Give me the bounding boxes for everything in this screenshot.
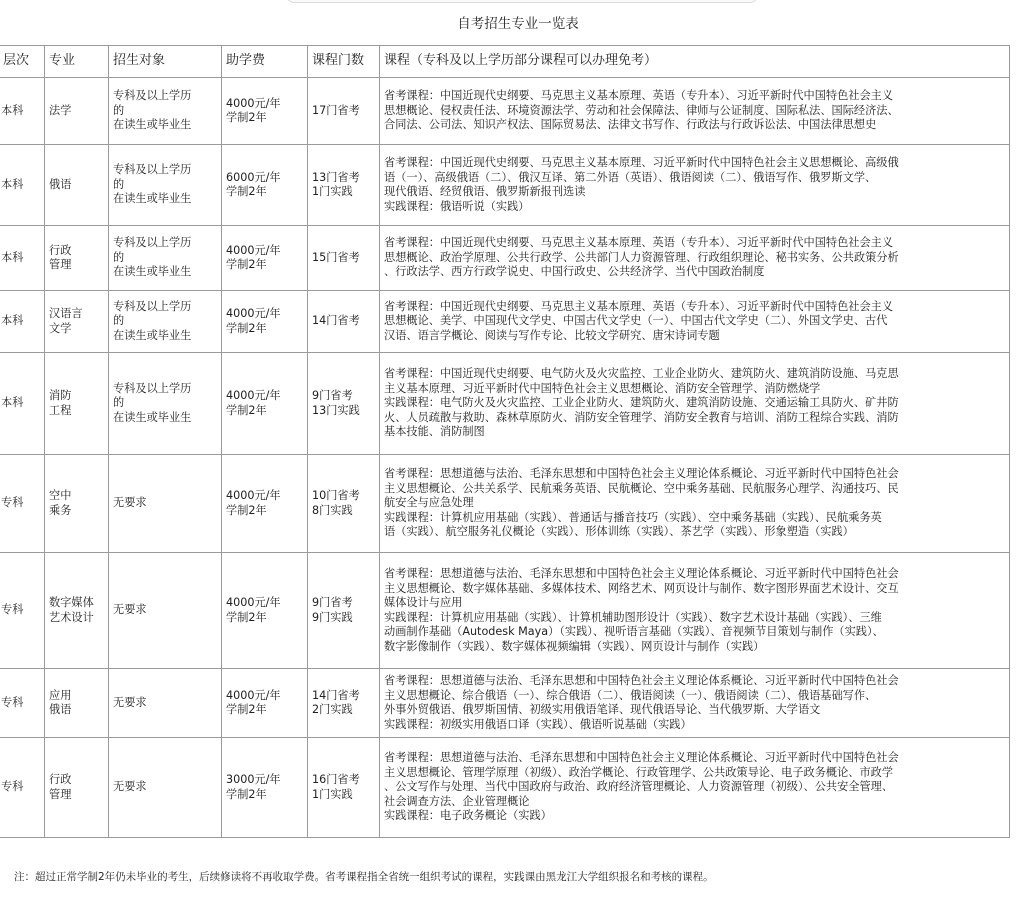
cell-major: [45, 738, 109, 838]
cell-major-line: 行政: [49, 243, 72, 257]
cell-course-count: [308, 455, 380, 553]
cell-courses: [380, 353, 1010, 455]
cell-major: [45, 291, 109, 353]
cell-courses-line: 媒体设计与应用: [384, 596, 463, 609]
table-row: [0, 553, 1010, 669]
cell-course-count-line: 13门省考: [312, 170, 360, 184]
header-fee: 助学费: [222, 46, 308, 78]
cell-fee-line: 学制2年: [226, 703, 267, 716]
cell-courses-line: 社会调查方法、企业管理概论: [384, 794, 530, 808]
cell-major-line: 数字媒体: [49, 596, 94, 609]
cell-course-count-line: 17门省考: [312, 103, 360, 117]
cell-fee-line: 4000元/年: [226, 96, 281, 110]
cell-fee-line: 4000元/年: [226, 389, 281, 402]
cell-courses-line: 省考课程：中国近现代史纲要、电气防火及火灾监控、工业企业防火、建筑防火、建筑消防设施、马克思: [384, 367, 899, 381]
cell-courses-line: 省考课程：思想道德与法治、毛泽东思想和中国特色社会主义理论体系概论、习近平新时代中国特色社会: [384, 567, 899, 580]
cell-courses-line: 省考课程：中国近现代史纲要、马克思主义基本原理、习近平新时代中国特色社会主义思想概论、高级俄: [384, 156, 899, 169]
cell-courses-line: 省考课程：思想道德与法治、毛泽东思想和中国特色社会主义理论体系概论、习近平新时代中国特色社会: [384, 674, 899, 687]
cell-courses-line: 实践课程：初级实用俄语口译（实践）、俄语听说基础（实践）: [384, 717, 692, 731]
cell-courses-line: 省考课程：中国近现代史纲要、马克思主义基本原理、英语（专升本）、习近平新时代中国特色社会主义: [384, 89, 894, 103]
cell-major: [45, 78, 109, 145]
cell-course-count-line: 15门省考: [312, 250, 360, 264]
cell-fee: [222, 738, 308, 838]
cell-target-line: 在读生或毕业生: [113, 118, 192, 132]
cell-major-line: 行政: [49, 773, 72, 786]
cell-courses: [380, 669, 1010, 738]
table-row: [0, 738, 1010, 838]
table-row: [0, 226, 1010, 291]
table-row: [0, 145, 1010, 226]
cell-fee: [222, 78, 308, 145]
cell-target: [109, 669, 222, 738]
cell-fee-line: 学制2年: [226, 258, 267, 271]
cell-courses-line: 动画制作基础（Autodesk Maya）（实践）、视听语言基础（实践）、音视频节目策划与制作（实践）、: [384, 625, 884, 638]
majors-table: [0, 45, 1010, 838]
cell-major-line: 工程: [49, 403, 72, 417]
footnote: 注：超过正常学制2年仍未毕业的考生，后续修读将不再收取学费。省考课程指全省统一组织考试的课程，实践课由黑龙江大学组织报名和考核的课程。: [14, 871, 714, 883]
cell-course-count-line: 9门省考: [312, 596, 353, 609]
cell-courses-line: 航安全与应急处理: [384, 496, 474, 510]
cell-courses-line: 汉语、语言学概论、阅读与写作专论、比较文学研究、唐宋诗词专题: [384, 328, 720, 342]
cell-major-line: 空中: [49, 489, 72, 502]
cell-course-count-line: 9门实践: [312, 610, 353, 624]
cell-level: 本科: [0, 353, 45, 455]
cell-level: 本科: [0, 226, 45, 291]
cell-course-count-line: 1门实践: [312, 185, 353, 198]
cell-course-count-line: 10门省考: [312, 489, 360, 502]
cell-courses-line: 实践课程：电子政务概论（实践）: [384, 809, 552, 823]
cell-target: [109, 145, 222, 226]
cell-target-line: 无要求: [113, 780, 147, 794]
cell-course-count-line: 16门省考: [312, 773, 360, 786]
cell-courses-line: 实践课程：电气防火及火灾监控、工业企业防火、建筑防火、建筑消防设施、交通运输工具防火、矿井防: [384, 396, 899, 410]
cell-course-count-line: 8门实践: [312, 503, 353, 517]
cell-major-line: 俄语: [49, 703, 72, 716]
cell-courses-line: 现代俄语、经贸俄语、俄罗斯新报刊选读: [384, 185, 586, 198]
cell-courses-line: 主义思想概论、管理学原理（初级）、政治学概论、行政管理学、公共政策导论、电子政务概论、市政学: [384, 765, 894, 779]
cell-target-line: 的: [113, 314, 125, 328]
cell-target-line: 在读生或毕业生: [113, 328, 192, 342]
cell-courses-line: 、公文写作与处理、当代中国政府与政治、政府经济管理概论、人力资源管理（初级）、公共安全管理、: [384, 780, 894, 794]
cell-fee-line: 4000元/年: [226, 688, 281, 702]
cell-target-line: 的: [113, 396, 125, 410]
cell-level: 专科: [0, 553, 45, 669]
table-row: [0, 78, 1010, 145]
cell-major-line: 乘务: [49, 503, 72, 517]
cell-target-line: 在读生或毕业生: [113, 265, 192, 279]
cell-fee-line: 4000元/年: [226, 243, 281, 257]
cell-courses-line: 思想概论、美学、中国现代文学史、中国古代文学史（一）、中国古代文学史（二）、外国文学史、古代: [384, 314, 888, 328]
cell-fee-line: 学制2年: [226, 111, 267, 124]
cell-target: [109, 455, 222, 553]
cell-target-line: 无要求: [113, 695, 147, 709]
cell-target-line: 在读生或毕业生: [113, 192, 192, 206]
cell-target: [109, 78, 222, 145]
cell-major-line: 管理: [49, 258, 72, 271]
cell-courses-line: 语（一）、高级俄语（二）、俄汉互译、第二外语（英语）、俄语阅读（二）、俄语写作、俄罗斯文学、: [384, 170, 877, 184]
cell-major-line: 汉语言: [49, 307, 83, 320]
cell-course-count: [308, 353, 380, 455]
cell-courses-line: 外事外贸俄语、俄罗斯国情、初级实用俄语笔译、现代俄语导论、当代俄罗斯、大学语文: [384, 703, 821, 716]
cell-major: [45, 455, 109, 553]
cell-course-count: [308, 78, 380, 145]
cell-courses-line: 火、人员疏散与救助、森林草原防火、消防安全管理学、消防安全教育与培训、消防工程综合实践、消防: [384, 410, 899, 424]
cell-courses: [380, 455, 1010, 553]
cell-major-line: 法学: [49, 103, 72, 117]
cell-courses-line: 数字影像制作（实践）、数字媒体视频编辑（实践）、网页设计与制作（实践）: [384, 639, 765, 653]
page-title: 自考招生专业一览表: [457, 16, 579, 32]
cell-course-count: [308, 738, 380, 838]
cell-major-line: 艺术设计: [49, 610, 94, 624]
cell-courses-line: 主义思想概论、公共关系学、民航乘务英语、民航概论、空中乘务基础、民航服务心理学、沟通技巧、民: [384, 481, 899, 495]
cell-courses: [380, 553, 1010, 669]
cell-fee: [222, 553, 308, 669]
cell-courses-line: 思想概论、侵权责任法、环境资源法学、劳动和社会保障法、律师与公证制度、国际私法、国际经济法、: [384, 103, 899, 117]
cell-target-line: 在读生或毕业生: [113, 410, 192, 424]
cell-courses-line: 省考课程：中国近现代史纲要、马克思主义基本原理、英语（专升本）、习近平新时代中国特色社会主义: [384, 299, 894, 313]
cell-level: 专科: [0, 455, 45, 553]
cell-fee-line: 学制2年: [226, 610, 267, 624]
cell-major: [45, 145, 109, 226]
cell-courses-line: 语（实践）、航空服务礼仪概论（实践）、形体训练（实践）、茶艺学（实践）、形象塑造（实践）: [384, 525, 854, 539]
cell-fee: [222, 291, 308, 353]
cell-courses-line: 省考课程：思想道德与法治、毛泽东思想和中国特色社会主义理论体系概论、习近平新时代中国特色社会: [384, 467, 899, 481]
cell-level: 本科: [0, 78, 45, 145]
cell-course-count: [308, 553, 380, 669]
cell-major: [45, 226, 109, 291]
cell-target: [109, 226, 222, 291]
cell-courses-line: 实践课程：计算机应用基础（实践）、普通话与播音技巧（实践）、空中乘务基础（实践）、民航乘务英: [384, 510, 882, 524]
cell-fee-line: 学制2年: [226, 185, 267, 198]
cell-target-line: 的: [113, 103, 125, 117]
header-major: 专业: [45, 46, 109, 78]
cell-major: [45, 669, 109, 738]
cell-target-line: 专科及以上学历: [113, 236, 192, 250]
cell-fee-line: 4000元/年: [226, 307, 281, 320]
cell-major-line: 管理: [49, 787, 72, 801]
cell-target-line: 专科及以上学历: [113, 381, 192, 395]
cell-courses-line: 省考课程：思想道德与法治、毛泽东思想和中国特色社会主义理论体系概论、习近平新时代中国特色社会: [384, 751, 899, 765]
cell-course-count: [308, 145, 380, 226]
header-level: 层次: [0, 46, 45, 78]
cell-fee: [222, 669, 308, 738]
cell-fee-line: 学制2年: [226, 787, 267, 801]
cell-fee: [222, 226, 308, 291]
header-target: 招生对象: [109, 46, 222, 78]
top-tab-decoration: [286, 0, 758, 3]
cell-target: [109, 291, 222, 353]
cell-courses: [380, 145, 1010, 226]
cell-major-line: 消防: [49, 389, 72, 402]
cell-courses-line: 思想概论、政治学原理、公共行政学、公共部门人力资源管理、行政组织理论、秘书实务、公共政策分析: [384, 250, 899, 264]
cell-course-count-line: 2门实践: [312, 703, 353, 716]
cell-course-count: [308, 226, 380, 291]
table-row: [0, 669, 1010, 738]
cell-target-line: 专科及以上学历: [113, 299, 192, 313]
cell-courses-line: 主义基本原理、习近平新时代中国特色社会主义思想概论、消防安全管理学、消防燃烧学: [384, 381, 821, 395]
header-courses: 课程（专科及以上学历部分课程可以办理免考）: [380, 46, 1010, 78]
header-count: 课程门数: [308, 46, 380, 78]
cell-fee-line: 学制2年: [226, 321, 267, 335]
cell-course-count: [308, 291, 380, 353]
cell-fee-line: 6000元/年: [226, 170, 281, 184]
cell-course-count-line: 1门实践: [312, 787, 353, 801]
cell-major-line: 应用: [49, 688, 72, 702]
cell-courses: [380, 291, 1010, 353]
table-row: [0, 353, 1010, 455]
cell-target-line: 专科及以上学历: [113, 89, 192, 103]
cell-target-line: 的: [113, 250, 125, 264]
cell-target: [109, 738, 222, 838]
cell-level: 专科: [0, 669, 45, 738]
cell-courses-line: 基本技能、消防制图: [384, 425, 485, 439]
cell-courses-line: 主义思想概论、综合俄语（一）、综合俄语（二）、俄语阅读（一）、俄语阅读（二）、俄语基础写作、: [384, 688, 877, 702]
cell-courses-line: 主义思想概论、数字媒体基础、多媒体技术、网络艺术、网页设计与制作、数字图形界面艺术设计、交互: [384, 581, 899, 595]
cell-target-line: 无要求: [113, 603, 147, 617]
cell-fee-line: 3000元/年: [226, 773, 281, 786]
cell-target-line: 无要求: [113, 496, 147, 510]
cell-course-count: [308, 669, 380, 738]
cell-fee: [222, 353, 308, 455]
cell-courses-line: 实践课程：计算机应用基础（实践）、计算机辅助图形设计（实践）、数字艺术设计基础（实践）、三维: [384, 610, 882, 624]
cell-major: [45, 353, 109, 455]
cell-courses: [380, 78, 1010, 145]
cell-fee: [222, 455, 308, 553]
cell-target: [109, 553, 222, 669]
cell-fee: [222, 145, 308, 226]
cell-course-count-line: 14门省考: [312, 688, 360, 702]
cell-course-count-line: 13门实践: [312, 403, 360, 417]
cell-courses: [380, 226, 1010, 291]
table-row: [0, 291, 1010, 353]
cell-fee-line: 学制2年: [226, 503, 267, 517]
cell-courses-line: 合同法、公司法、知识产权法、国际贸易法、法律文书写作、行政法与行政诉讼法、中国法律思想史: [384, 118, 877, 132]
cell-target-line: 的: [113, 177, 125, 191]
cell-fee-line: 4000元/年: [226, 489, 281, 502]
cell-course-count-line: 14门省考: [312, 314, 360, 328]
table-row: [0, 455, 1010, 553]
cell-target: [109, 353, 222, 455]
cell-courses-line: 省考课程：中国近现代史纲要、马克思主义基本原理、英语（专升本）、习近平新时代中国特色社会主义: [384, 236, 894, 250]
cell-level: 专科: [0, 738, 45, 838]
cell-fee-line: 学制2年: [226, 403, 267, 417]
cell-courses: [380, 738, 1010, 838]
cell-major-line: 俄语: [49, 177, 72, 191]
cell-courses-line: 、行政法学、西方行政学说史、中国行政史、公共经济学、当代中国政治制度: [384, 265, 765, 279]
table-header-row: [0, 46, 1010, 78]
cell-level: 本科: [0, 291, 45, 353]
cell-fee-line: 4000元/年: [226, 596, 281, 609]
cell-target-line: 专科及以上学历: [113, 163, 192, 177]
cell-course-count-line: 9门省考: [312, 389, 353, 402]
cell-major-line: 文学: [49, 321, 72, 335]
cell-courses-line: 实践课程：俄语听说（实践）: [384, 199, 530, 213]
cell-major: [45, 553, 109, 669]
cell-level: 本科: [0, 145, 45, 226]
